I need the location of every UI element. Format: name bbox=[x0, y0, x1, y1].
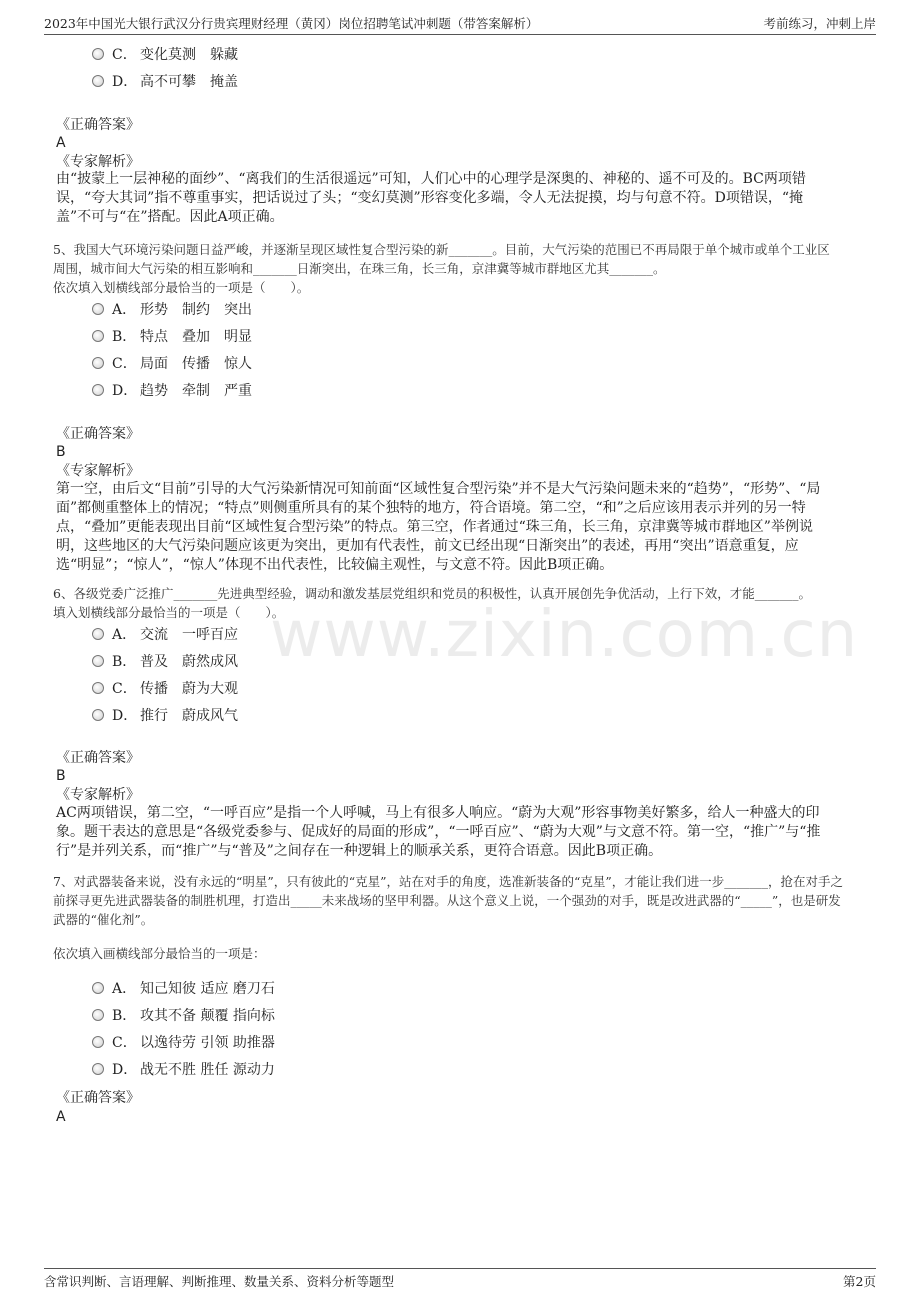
option-q6-c[interactable]: C． 传播 蔚为大观 bbox=[92, 679, 238, 699]
radio-icon[interactable] bbox=[92, 982, 104, 994]
answer-label: 《正确答案》 bbox=[56, 1090, 140, 1106]
radio-icon[interactable] bbox=[92, 75, 104, 87]
page-footer bbox=[44, 1268, 876, 1291]
answer-label: 《正确答案》 bbox=[56, 426, 140, 442]
option-q4-d[interactable]: D． 高不可攀 掩盖 bbox=[92, 72, 238, 92]
option-q5-a[interactable]: A． 形势 制约 突出 bbox=[92, 300, 252, 320]
option-q7-a[interactable]: A． 知己知彼 适应 磨刀石 bbox=[92, 979, 275, 999]
analysis-label: 《专家解析》 bbox=[56, 787, 140, 803]
analysis-label: 《专家解析》 bbox=[56, 154, 140, 170]
analysis-text: 由“披蒙上一层神秘的面纱”、“离我们的生活很遥远”可知，人们心中的心理学是深奥的、神秘的、遥不可及的。BC两项错 误，“夸大其词”指不尊重事实，把话说过了头；“变幻莫测”形容变化多端，令人无法捉摸，均与句意不符。D项错误，“掩 盖”不可与“在”搭配。因此A项正确。 bbox=[56, 171, 806, 225]
analysis-text: AC两项错误，第二空，“一呼百应”是指一个人呼喊，马上有很多人响应。“蔚为大观”形容事物美好繁多，给人一种盛大的印 象。题干表达的意思是“各级党委参与、促成好的局面的形成”，“一呼百应”、“蔚为大观”与文意不符。第一空，“推广”与“推 行”是并列关系，而“推广”与“普及”之间存在一种逻辑上的顺承关系，更符合语意。因此B项正确。 bbox=[56, 805, 821, 859]
option-q7-c[interactable]: C． 以逸待劳 引领 助推器 bbox=[92, 1033, 275, 1053]
radio-icon[interactable] bbox=[92, 384, 104, 396]
radio-icon[interactable] bbox=[92, 655, 104, 667]
radio-icon[interactable] bbox=[92, 303, 104, 315]
radio-icon[interactable] bbox=[92, 709, 104, 721]
radio-icon[interactable] bbox=[92, 1063, 104, 1075]
option-q5-d[interactable]: D． 趋势 牵制 严重 bbox=[92, 381, 252, 401]
answer-value: B bbox=[56, 444, 66, 460]
header-slogan: 考前练习，冲刺上岸 bbox=[763, 16, 876, 31]
radio-icon[interactable] bbox=[92, 330, 104, 342]
option-q7-d[interactable]: D． 战无不胜 胜任 源动力 bbox=[92, 1060, 275, 1080]
radio-icon[interactable] bbox=[92, 1036, 104, 1048]
question-stem-5: 5、我国大气环境污染问题日益严峻，并逐渐呈现区域性复合型污染的新_______。目前，大气污染的范围已不再局限于单个城市或单个工业区 周围，城市间大气污染的相互影响和_______日渐突出，在珠三角，长三角，京津冀等城市群地区尤其_______。 依次填入划横线部分最恰当的一项是（ ）。 bbox=[53, 242, 830, 295]
radio-icon[interactable] bbox=[92, 1009, 104, 1021]
option-q7-b[interactable]: B． 攻其不备 颠覆 指向标 bbox=[92, 1006, 275, 1026]
watermark: www.zixin.com.cn bbox=[270, 598, 859, 672]
document-title: 2023年中国光大银行武汉分行贵宾理财经理（黄冈）岗位招聘笔试冲刺题（带答案解析） bbox=[44, 16, 539, 31]
radio-icon[interactable] bbox=[92, 48, 104, 60]
option-q4-c[interactable]: C． 变化莫测 躲藏 bbox=[92, 45, 238, 65]
radio-icon[interactable] bbox=[92, 628, 104, 640]
answer-value: A bbox=[56, 1109, 66, 1125]
analysis-label: 《专家解析》 bbox=[56, 463, 140, 479]
option-q5-c[interactable]: C． 局面 传播 惊人 bbox=[92, 354, 252, 374]
answer-value: B bbox=[56, 768, 66, 784]
option-q6-a[interactable]: A． 交流 一呼百应 bbox=[92, 625, 238, 645]
option-q6-b[interactable]: B． 普及 蔚然成风 bbox=[92, 652, 238, 672]
analysis-text: 第一空，由后文“目前”引导的大气污染新情况可知前面“区域性复合型污染”并不是大气污染问题未来的“趋势”，“形势”、“局 面”都侧重整体上的情况；“特点”则侧重所具有的某个独特的地方，符合语境。第二空，“和”之后应该用表示并列的另一特 点，“叠加”更能表现出目前“区域性复合型污染”的特点。第三空，作者通过“珠三角，长三角，京津冀等城市群地区”举例说 明，这些地区的大气污染问题应该更为突出，更加有代表性，前文已经出现“日渐突出”的表述，再用“突出”语意重复，应 选“明显”；“惊人”，“惊人”体现不出代表性，比较偏主观性，与文意不符。因此B项正确。 bbox=[56, 481, 821, 573]
page-header bbox=[44, 12, 876, 35]
answer-value: A bbox=[56, 135, 66, 151]
radio-icon[interactable] bbox=[92, 357, 104, 369]
option-q6-d[interactable]: D． 推行 蔚成风气 bbox=[92, 706, 238, 726]
radio-icon[interactable] bbox=[92, 682, 104, 694]
question-stem-6: 6、各级党委广泛推广_______先进典型经验，调动和激发基层党组织和党员的积极性，认真开展创先争优活动，上行下效，才能_______。 填入划横线部分最恰当的一项是（ ）。 bbox=[53, 586, 811, 620]
answer-label: 《正确答案》 bbox=[56, 117, 140, 133]
answer-label: 《正确答案》 bbox=[56, 750, 140, 766]
option-q5-b[interactable]: B． 特点 叠加 明显 bbox=[92, 327, 252, 347]
footer-description: 含常识判断、言语理解、判断推理、数量关系、资料分析等题型 bbox=[44, 1274, 395, 1289]
question-stem-7: 7、对武器装备来说，没有永远的“明星”，只有彼此的“克星”，站在对手的角度，选准新装备的“克星”，才能让我们进一步_______，抢在对手之 前探寻更先进武器装备的制胜机理，打造出_____未来战场的坚甲利器。从这个意义上说，一个强劲的对手，既是改进武器的“_____”，也是研发 武器的“催化剂”。 bbox=[53, 874, 844, 927]
page-number: 第2页 bbox=[843, 1274, 876, 1289]
question-instruction: 依次填入画横线部分最恰当的一项是： bbox=[53, 946, 266, 961]
